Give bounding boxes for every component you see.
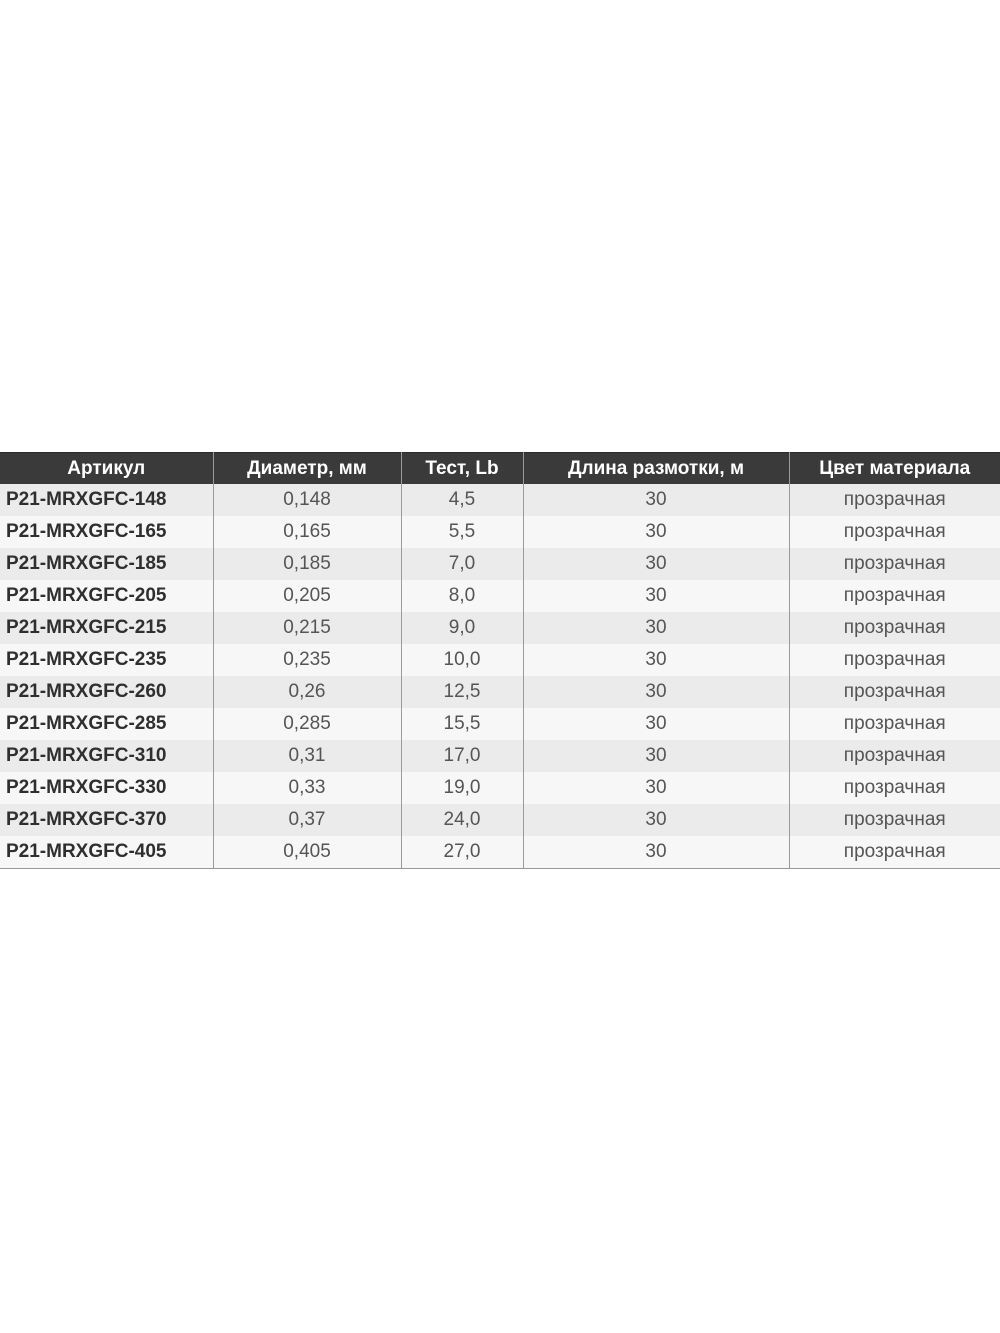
cell-test: 7,0	[401, 548, 523, 580]
table-body	[0, 484, 1000, 869]
cell-test: 8,0	[401, 580, 523, 612]
table-row	[0, 772, 1000, 804]
cell-article: P21-MRXGFC-235	[0, 644, 213, 676]
header-color: Цвет материала	[789, 453, 1000, 485]
table-row	[0, 740, 1000, 772]
table-header	[0, 453, 1000, 485]
cell-article: P21-MRXGFC-405	[0, 836, 213, 869]
cell-length: 30	[523, 772, 789, 804]
cell-length: 30	[523, 644, 789, 676]
cell-color: прозрачная	[789, 580, 1000, 612]
cell-article: P21-MRXGFC-205	[0, 580, 213, 612]
table-row	[0, 548, 1000, 580]
cell-length: 30	[523, 516, 789, 548]
cell-article: P21-MRXGFC-260	[0, 676, 213, 708]
cell-color: прозрачная	[789, 804, 1000, 836]
cell-article: P21-MRXGFC-165	[0, 516, 213, 548]
cell-diameter: 0,148	[213, 484, 401, 516]
cell-test: 12,5	[401, 676, 523, 708]
cell-article: P21-MRXGFC-215	[0, 612, 213, 644]
cell-color: прозрачная	[789, 740, 1000, 772]
cell-diameter: 0,31	[213, 740, 401, 772]
cell-color: прозрачная	[789, 836, 1000, 869]
spec-table	[0, 452, 1000, 869]
cell-test: 17,0	[401, 740, 523, 772]
cell-diameter: 0,205	[213, 580, 401, 612]
cell-diameter: 0,165	[213, 516, 401, 548]
cell-color: прозрачная	[789, 772, 1000, 804]
cell-test: 4,5	[401, 484, 523, 516]
cell-diameter: 0,285	[213, 708, 401, 740]
cell-color: прозрачная	[789, 708, 1000, 740]
table-row	[0, 644, 1000, 676]
table-row	[0, 612, 1000, 644]
header-diameter: Диаметр, мм	[213, 453, 401, 485]
cell-test: 5,5	[401, 516, 523, 548]
table-row	[0, 708, 1000, 740]
cell-test: 10,0	[401, 644, 523, 676]
cell-diameter: 0,215	[213, 612, 401, 644]
cell-test: 27,0	[401, 836, 523, 869]
cell-length: 30	[523, 708, 789, 740]
cell-diameter: 0,26	[213, 676, 401, 708]
cell-article: P21-MRXGFC-370	[0, 804, 213, 836]
table-row	[0, 516, 1000, 548]
cell-article: P21-MRXGFC-185	[0, 548, 213, 580]
cell-length: 30	[523, 612, 789, 644]
cell-color: прозрачная	[789, 516, 1000, 548]
cell-article: P21-MRXGFC-310	[0, 740, 213, 772]
header-test: Тест, Lb	[401, 453, 523, 485]
cell-length: 30	[523, 740, 789, 772]
cell-article: P21-MRXGFC-285	[0, 708, 213, 740]
header-article: Артикул	[0, 453, 213, 485]
cell-test: 24,0	[401, 804, 523, 836]
table-row	[0, 804, 1000, 836]
cell-length: 30	[523, 580, 789, 612]
cell-color: прозрачная	[789, 612, 1000, 644]
cell-diameter: 0,405	[213, 836, 401, 869]
cell-color: прозрачная	[789, 548, 1000, 580]
cell-color: прозрачная	[789, 484, 1000, 516]
cell-length: 30	[523, 676, 789, 708]
table-row	[0, 836, 1000, 869]
cell-article: P21-MRXGFC-330	[0, 772, 213, 804]
cell-diameter: 0,33	[213, 772, 401, 804]
table-row	[0, 484, 1000, 516]
cell-test: 15,5	[401, 708, 523, 740]
table-row	[0, 676, 1000, 708]
cell-length: 30	[523, 836, 789, 869]
cell-length: 30	[523, 548, 789, 580]
cell-test: 19,0	[401, 772, 523, 804]
cell-test: 9,0	[401, 612, 523, 644]
cell-length: 30	[523, 804, 789, 836]
cell-article: P21-MRXGFC-148	[0, 484, 213, 516]
cell-color: прозрачная	[789, 676, 1000, 708]
header-length: Длина размотки, м	[523, 453, 789, 485]
table-row	[0, 580, 1000, 612]
cell-diameter: 0,235	[213, 644, 401, 676]
cell-diameter: 0,185	[213, 548, 401, 580]
cell-diameter: 0,37	[213, 804, 401, 836]
cell-length: 30	[523, 484, 789, 516]
cell-color: прозрачная	[789, 644, 1000, 676]
header-row	[0, 453, 1000, 485]
